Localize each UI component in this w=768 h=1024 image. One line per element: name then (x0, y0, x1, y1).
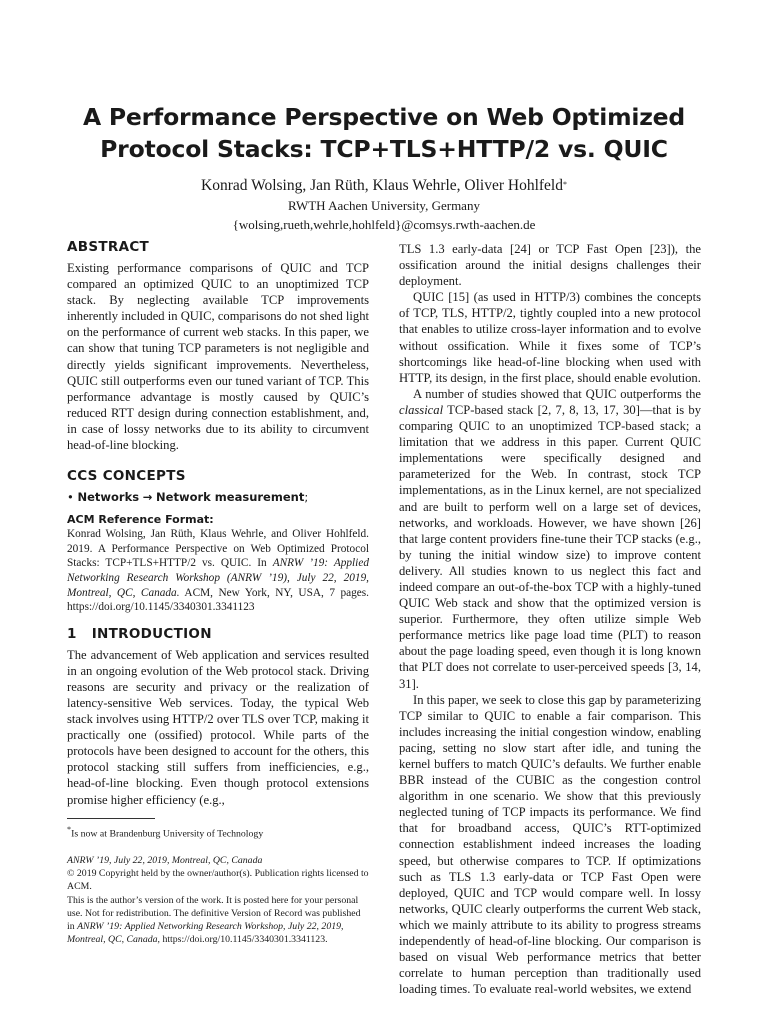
abstract-text: Existing performance comparisons of QUIC and TCP compared an optimized QUIC to an unoptimized TCP stack. By neglecting available TCP improvements inherently included in QUIC, comparisons do not shed light on the performance of current web stacks. In this paper, we can show that tuning TCP parameters is not negligible and directly yields significant improvements. Nevertheless, QUIC still outperforms even our tuned variant of TCP. This performance advantage is mostly caused by QUIC’s reduced RTT design during connection establishment, and, in case of lossy networks due to its ability to circumvent head-of-line blocking. (67, 261, 369, 453)
quic-paragraph: QUIC [15] (as used in HTTP/3) combines the concepts of TCP, TLS, HTTP/2, tightly coupled into a new protocol that enables to utilize cross-layer information and to evolve without ossification. While it fixes some of TCP’s shortcomings like head-of-line blocking when used with HTTP, its design, in the first place, should enable evolution. (399, 290, 701, 385)
meta-venue: ANRW ’19, July 22, 2019, Montreal, QC, Canada (67, 854, 263, 866)
studies-paragraph-start: A number of studies showed that QUIC outperforms the (413, 386, 701, 401)
author-footnote-mark: * (563, 180, 567, 189)
meta-version-venue: ANRW ’19: Applied Networking Research Workshop, July 22, 2019, Montreal, QC, Canada, (67, 920, 344, 946)
meta-version-text: This is the author’s version of the work. It is posted here for your personal use. Not for redistribution. The definitive Version of Record was published in (67, 894, 361, 932)
author-names: Konrad Wolsing, Jan Rüth, Klaus Wehrle, Oliver Hohlfeld (201, 177, 563, 194)
ccs-item-network-measurement: Network measurement (156, 490, 305, 505)
ccs-suffix: ; (304, 490, 309, 505)
acm-reference-heading: ACM Reference Format: (67, 513, 214, 527)
footnote-text: Is now at Brandenburg University of Technology (71, 827, 264, 839)
ccs-arrow: → (142, 490, 153, 505)
ccs-bullet: • (67, 490, 74, 505)
ccs-heading: CCS CONCEPTS (67, 468, 186, 485)
meta-copyright: © 2019 Copyright held by the owner/author(s). Publication rights licensed to ACM. (67, 868, 369, 893)
title-line-1: A Performance Perspective on Web Optimized (82, 103, 686, 131)
paper-title (60, 101, 708, 165)
acm-reference-authors: Konrad Wolsing, Jan Rüth, Klaus Wehrle, and Oliver Hohlfeld. 2019. (67, 528, 369, 555)
contribution-paragraph: In this paper, we seek to close this gap by parameterizing TCP similar to QUIC to enable a fair comparison. This includes increasing the initial congestion window, enabling pacing, setting no slow start after idle, and tuning the kernel buffers to match QUIC’s defaults. We further enable BBR instead of the CUBIC as the congestion control algorithm in one scenario. We show that this previously neglected tuning of TCP impacts its performance. We find that for broadband access, QUIC’s RTT-optimized connection establishment indeed increases the loading speed, but otherwise compares to TCP. If optimizations such as TLS 1.3 early-data or TCP Fast Open were deployed, QUIC and TCP would compare well. In lossy networks, QUIC clearly outperforms the current Web stack, which we mainly attribute to its ability to progress streams independently of head-of-line blocking. Our comparison is based on visual Web performance metrics that better correlate to human perception than traditionally used loading times. To evaluate real-world websites, we extend (399, 692, 702, 997)
title-line-2: Protocol Stacks: TCP+TLS+HTTP/2 vs. QUIC (100, 135, 668, 163)
abstract-heading: ABSTRACT (67, 239, 150, 255)
author-list (60, 176, 708, 196)
right-column (399, 241, 701, 997)
ccs-concepts (67, 489, 369, 505)
acm-reference-venue: ANRW ’19: Applied Networking Research Workshop (ANRW ’19), July 22, 2019, Montreal, QC, Canada. (67, 557, 369, 599)
introduction-paragraph: The advancement of Web application and services resulted in an ongoing evolution of the Web protocol stack. Driving reasons are security and privacy or the realization of latency-sensitive Web services. Today, the typical Web stack involves using HTTP/2 over TLS over TCP, making it practically one (ossified) protocol. While parts of the protocols have been designed to account for the others, this protocol stacking still suffers from inefficiencies, e.g., head-of-line blocking. Even though protocol extensions promise higher efficiency (e.g., (67, 647, 369, 807)
ccs-item-networks: Networks (77, 490, 140, 505)
author-footnote (67, 823, 369, 840)
studies-paragraph (399, 386, 701, 692)
meta-version-doi: https://doi.org/10.1145/3340301.3341123. (162, 934, 328, 946)
introduction-number: 1 (67, 625, 77, 642)
author-emails: {wolsing,rueth,wehrle,hohlfeld}@comsys.rwth-aachen.de (232, 217, 536, 232)
acm-reference-title: A Performance Perspective on Web Optimized Protocol Stacks: TCP+TLS+HTTP/2 vs. QUIC. In (67, 542, 369, 570)
studies-paragraph-rest: TCP-based stack [2, 7, 8, 13, 17, 30]—that is by comparing QUIC to an unoptimized TCP-based stack; a limitation that we address in this paper. Current QUIC implementations were specifically designed and parameterized for the Web. In contrast, stock TCP implementations, as in the Linux kernel, are not specialized and are built to perform well on a large set of devices, networks, and workloads. However, we have shown [26] that large content providers fine-tune their TCP stacks (e.g., by tuning the initial window size) to improve content delivery. All studies known to us neglect this fact and indeed compare an out-of-the-box TCP with a highly-tuned QUIC Web stack and show that the optimized version is superior. Furthermore, they often utilize simple Web performance metrics like page load time (PLT) to reason about the page loading speed, even though it is long known that PLT does not correlate to user-perceived speeds [3, 14, 31]. (399, 402, 701, 691)
affiliation-block (60, 196, 708, 234)
affiliation: RWTH Aachen University, Germany (288, 198, 480, 213)
studies-paragraph-emphasis: classical (399, 402, 444, 417)
meta-version (67, 894, 369, 947)
acm-reference (67, 527, 369, 615)
left-column (67, 238, 369, 946)
intro-continued-paragraph: TLS 1.3 early-data [24] or TCP Fast Open [23]), the ossification around the initial designs challenges their deployment. (399, 242, 701, 289)
publication-metadata (67, 854, 369, 946)
introduction-title: INTRODUCTION (91, 625, 212, 642)
introduction-heading (67, 625, 369, 643)
footnote-mark: * (67, 824, 72, 834)
acm-reference-tail: ACM, New York, NY, USA, 7 pages. https://doi.org/10.1145/3340301.3341123 (67, 586, 370, 614)
